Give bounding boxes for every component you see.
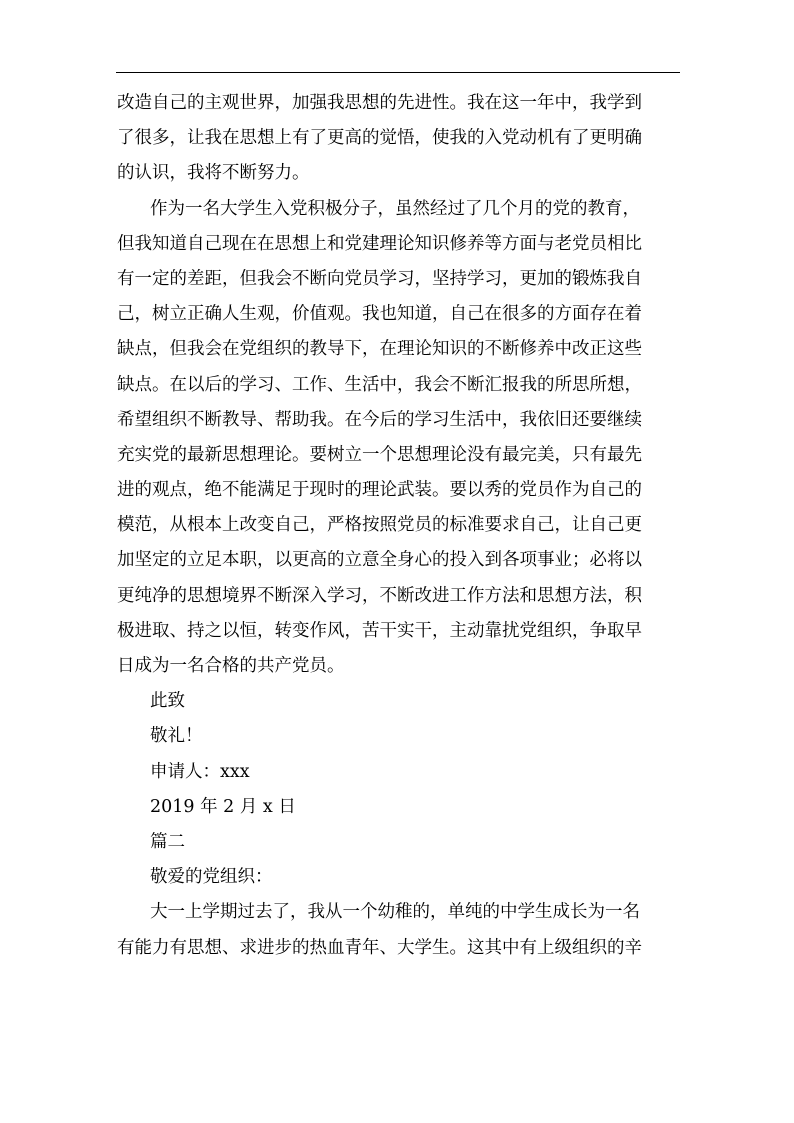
letter-greeting: 敬爱的党组织： [150, 867, 273, 888]
text-line: 进的观点，绝不能满足于现时的理论武装。要以秀的党员作为自己的 [117, 480, 642, 501]
text-line: 日成为一名合格的共产党员。 [117, 656, 345, 676]
text-line: 有能力有思想、求进步的热血青年、大学生。这其中有上级组织的辛 [117, 937, 642, 958]
text-line: 改造自己的主观世界，加强我思想的先进性。我在这一年中，我学到 [117, 93, 642, 113]
text-line: 了很多，让我在思想上有了更高的觉悟，使我的入党动机有了更明确 [117, 128, 642, 149]
document-body [117, 86, 683, 966]
section-heading: 篇二 [150, 831, 185, 852]
letter-date: 2019 年 2 月 x 日 [150, 796, 296, 817]
text-line: 己，树立正确人生观，价值观。我也知道，自己在很多的方面存在着 [117, 304, 642, 325]
text-line: 缺点。在以后的学习、工作、生活中，我会不断汇报我的所思所想， [117, 374, 642, 395]
text-line: 作为一名大学生入党积极分子，虽然经过了几个月的党的教育， [150, 198, 640, 219]
text-line: 但我知道自己现在在思想上和党建理论知识修养等方面与老党员相比 [117, 233, 642, 254]
closing-regards: 敬礼！ [150, 726, 203, 747]
closing-salutation: 此致 [150, 691, 185, 712]
text-line: 更纯净的思想境界不断深入学习，不断改进工作方法和思想方法，积 [117, 585, 642, 606]
text-line: 极进取、持之以恒，转变作风，苦干实干，主动靠扰党组织，争取早 [117, 620, 642, 641]
text-line: 的认识，我将不断努力。 [117, 163, 310, 184]
header-rule [116, 72, 680, 73]
text-line: 充实党的最新思想理论。要树立一个思想理论没有最完美，只有最先 [117, 444, 642, 465]
text-line: 加坚定的立足本职，以更高的立意全身心的投入到各项事业；必将以 [117, 550, 642, 571]
text-line: 有一定的差距，但我会不断向党员学习，坚持学习，更加的锻炼我自 [117, 268, 642, 289]
text-line: 希望组织不断教导、帮助我。在今后的学习生活中，我依旧还要继续 [117, 409, 642, 430]
text-line: 模范，从根本上改变自己，严格按照党员的标准要求自己，让自己更 [117, 515, 642, 536]
text-line: 缺点，但我会在党组织的教导下，在理论知识的不断修养中改正这些 [117, 339, 642, 360]
text-line: 大一上学期过去了，我从一个幼稚的，单纯的中学生成长为一名 [150, 902, 640, 923]
applicant-signature: 申请人：xxx [150, 761, 250, 782]
